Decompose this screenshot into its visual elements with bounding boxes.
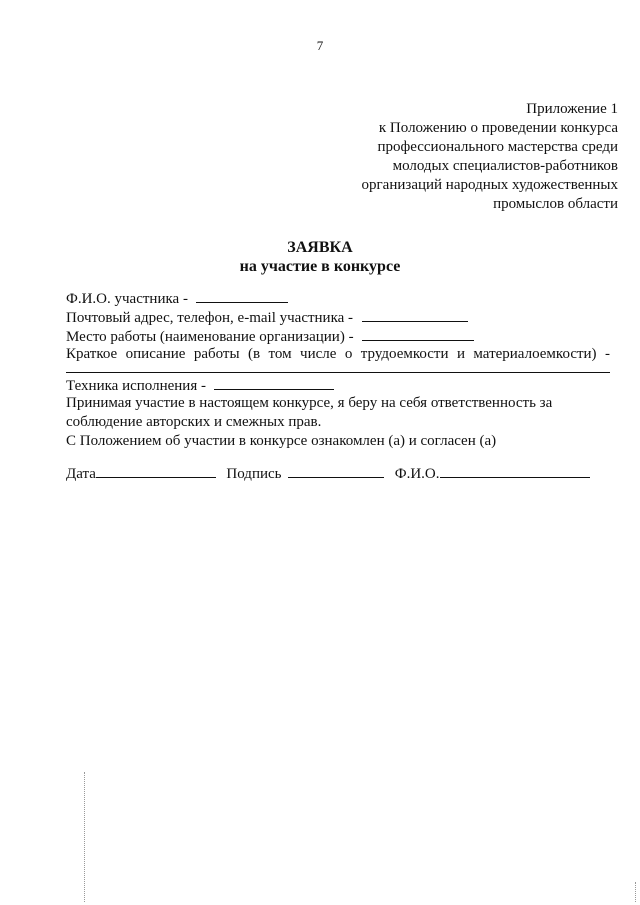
- description-word: том: [268, 346, 292, 362]
- margin-dotted-line: [84, 772, 87, 902]
- technique-blank: [214, 375, 334, 390]
- description-word: (в: [248, 346, 261, 362]
- workplace-blank: [362, 326, 474, 341]
- appendix-header: [298, 100, 618, 214]
- application-form: [66, 288, 614, 451]
- appendix-line: профессионального мастерства среди: [377, 139, 618, 155]
- appendix-line: молодых специалистов-работников: [392, 158, 618, 174]
- description-word: описание: [125, 346, 186, 362]
- title-sub: на участие в конкурсе: [239, 258, 401, 275]
- fio-row: [66, 288, 614, 307]
- signature-row: [66, 463, 614, 483]
- address-label: Почтовый адрес, телефон, e-mail участника -: [66, 310, 354, 326]
- description-word: трудоемкости: [360, 346, 449, 362]
- fio-blank: [196, 288, 288, 303]
- signer-fio-label: Ф.И.О.: [394, 466, 440, 482]
- address-row: [66, 307, 614, 326]
- date-blank: [96, 463, 216, 478]
- appendix-line: Приложение 1: [526, 101, 618, 117]
- date-label: Дата: [66, 466, 96, 482]
- responsibility-statement: Принимая участие в настоящем конкурсе, я беру на себя ответственность за соблюдение авторских и смежных прав.: [66, 395, 553, 430]
- description-blank-line: [66, 364, 610, 373]
- document-title: [0, 238, 640, 276]
- title-main: ЗАЯВКА: [287, 239, 353, 256]
- appendix-line: к Положению о проведении конкурса: [378, 120, 618, 136]
- corner-dotted-mark: [635, 882, 638, 902]
- appendix-line: организаций народных художественных: [361, 177, 618, 193]
- appendix-line: промыслов области: [493, 196, 618, 212]
- description-word: работы: [193, 346, 240, 362]
- description-word: о: [344, 346, 353, 362]
- workplace-label: Место работы (наименование организации) -: [66, 329, 354, 345]
- technique-label: Техника исполнения -: [66, 378, 206, 394]
- workplace-row: [66, 326, 614, 345]
- signer-fio-blank: [440, 463, 590, 478]
- technique-row: [66, 375, 614, 394]
- signature-label: Подпись: [226, 466, 282, 482]
- description-word: Краткое: [66, 346, 118, 362]
- description-word: материалоемкости): [473, 346, 597, 362]
- description-word: и: [456, 346, 465, 362]
- signature-blank: [288, 463, 384, 478]
- address-blank: [362, 307, 468, 322]
- description-word: -: [605, 346, 610, 362]
- agreement-statement: С Положением об участии в конкурсе ознакомлен (а) и согласен (а): [66, 433, 497, 449]
- description-word: числе: [300, 346, 337, 362]
- fio-label: Ф.И.О. участника -: [66, 291, 188, 307]
- description-row: [66, 345, 610, 364]
- page-number: 7: [316, 38, 324, 53]
